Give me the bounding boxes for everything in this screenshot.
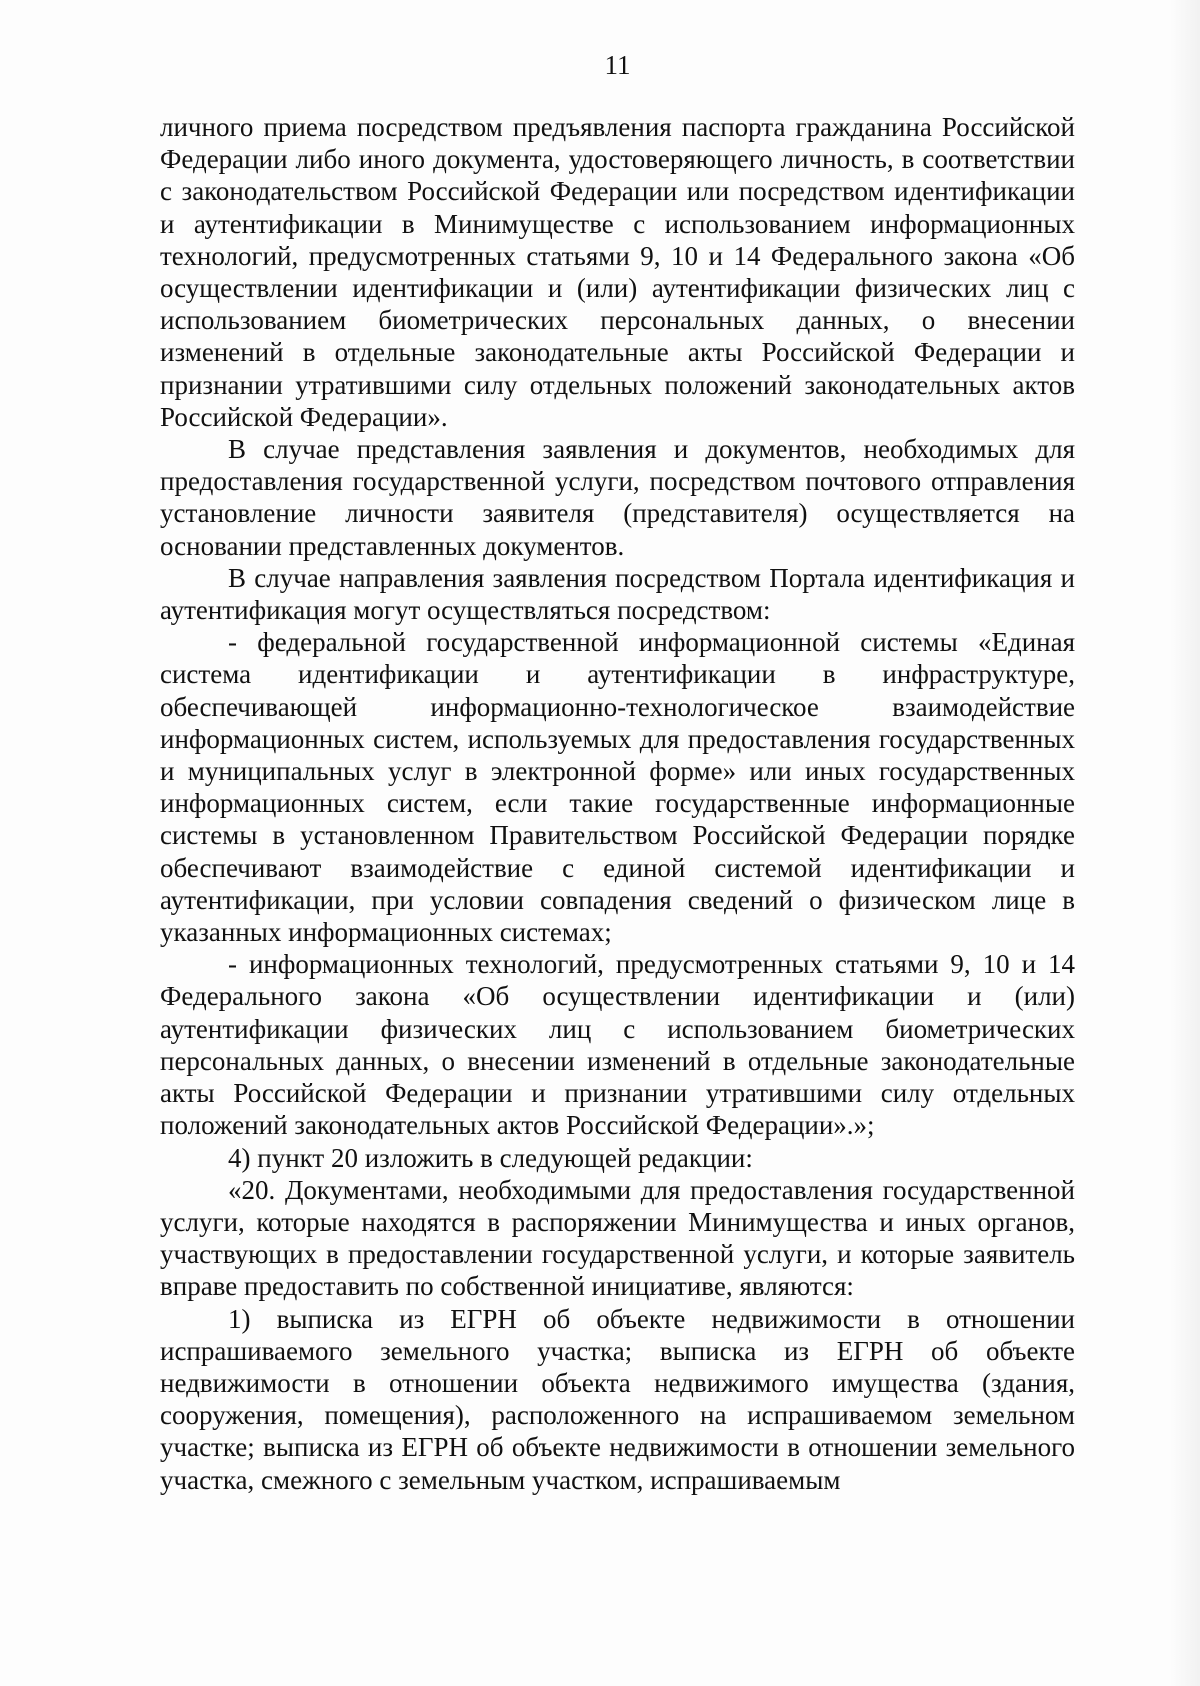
scan-edge-shadow — [1170, 0, 1200, 1686]
paragraph: - федеральной государственной информационной системы «Единая система идентификации и аутентификации в инфраструктуре, обеспечивающей информационно-технологическое взаимодействие информационных систем, используемых для предоставления государственных и муниципальных услуг в электронной форме» или иных государственных информационных систем, если такие государственные информационные системы в установленном Правительством Российской Федерации порядке обеспечивают взаимодействие с единой системой идентификации и аутентификации, при условии совпадения сведений о физическом лице в указанных информационных системах; — [160, 627, 1075, 948]
paragraph: 4) пункт 20 изложить в следующей редакции: — [228, 1142, 753, 1173]
paragraph: «20. Документами, необходимыми для предоставления государственной услуги, которые находятся в распоряжении Минимущества и иных органов, участвующих в предоставлении государственной услуги, и которые заявитель вправе предоставить по собственной инициативе, являются: — [160, 1174, 1075, 1302]
paragraph: - информационных технологий, предусмотренных статьями 9, 10 и 14 Федерального закона «Об осуществлении идентификации и (или) аутентификации физических лиц с использованием биометрических персональных данных, о внесении изменений в отдельные законодательные акты Российской Федерации и признании утратившими силу отдельных положений законодательных актов Российской Федерации».»; — [160, 949, 1075, 1141]
paragraph: В случае направления заявления посредством Портала идентификация и аутентификация могут осуществляться посредством: — [160, 562, 1075, 626]
paragraph: личного приема посредством предъявления паспорта гражданина Российской Федерации либо иного документа, удостоверяющего личность, в соответствии с законодательством Российской Федерации или посредством идентификации и аутентификации в Минимуществе с использованием информационных технологий, предусмотренных статьями 9, 10 и 14 Федерального закона «Об осуществлении идентификации и (или) аутентификации физических лиц с использованием биометрических персональных данных, о внесении изменений в отдельные законодательные акты Российской Федерации и признании утратившими силу отдельных положений законодательных актов Российской Федерации». — [160, 112, 1075, 432]
document-body — [160, 111, 1075, 1496]
page-number: 11 — [604, 50, 631, 80]
paragraph: 1) выписка из ЕГРН об объекте недвижимости в отношении испрашиваемого земельного участка; выписка из ЕГРН об объекте недвижимости в отношении объекта недвижимого имущества (здания, сооружения, помещения), расположенного на испрашиваемом земельном участке; выписка из ЕГРН об объекте недвижимости в отношении земельного участка, смежного с земельным участком, испрашиваемым — [160, 1303, 1075, 1495]
paragraph: В случае представления заявления и документов, необходимых для предоставления государственной услуги, посредством почтового отправления установление личности заявителя (представителя) осуществляется на основании представленных документов. — [160, 434, 1075, 561]
